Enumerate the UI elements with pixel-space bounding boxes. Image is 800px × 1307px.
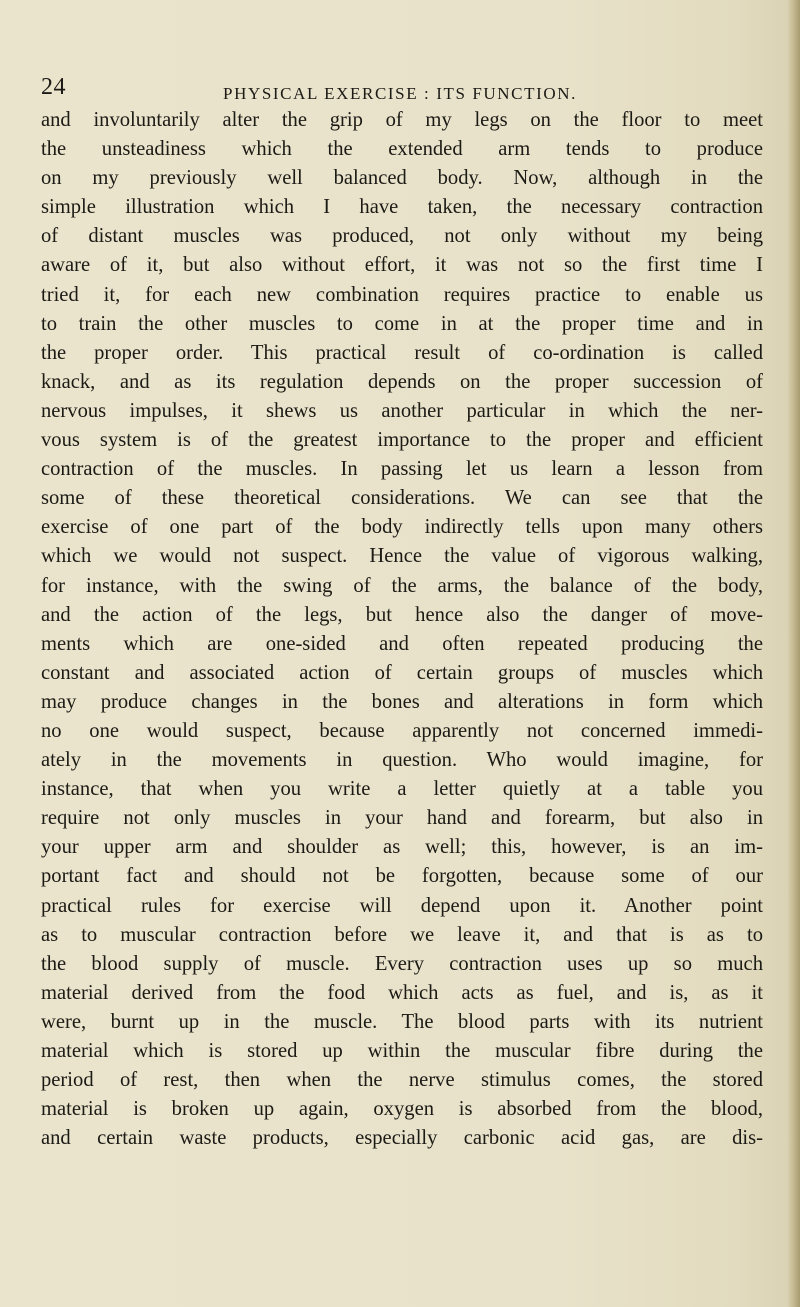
text-line: as to muscular contraction before we leave it, and that is as to [41,923,763,946]
text-line: for instance, with the swing of the arms, the balance of the body, [41,574,763,597]
text-line: ments which are one-sided and often repeated producing the [41,632,763,655]
text-line: period of rest, then when the nerve stimulus comes, the stored [41,1069,763,1092]
text-line: to train the other muscles to come in at the proper time and in [41,312,763,335]
body-text [41,106,763,1153]
text-line: may produce changes in the bones and alterations in form which [41,690,763,713]
text-line: aware of it, but also without effort, it was not so the first time I [41,254,763,277]
text-line: material which is stored up within the muscular fibre during the [41,1040,763,1062]
text-line: constant and associated action of certain groups of muscles which [41,661,763,684]
text-line: practical rules for exercise will depend upon it. Another point [41,894,763,917]
text-line: of distant muscles was produced, not only without my being [41,225,763,248]
text-line: require not only muscles in your hand and forearm, but also in [41,807,763,830]
text-line: the blood supply of muscle. Every contraction uses up so much [41,952,763,975]
text-line: material derived from the food which acts as fuel, and is, as it [41,981,763,1004]
text-line: instance, that when you write a letter quietly at a table you [41,778,763,801]
text-line: ately in the movements in question. Who would imagine, for [41,749,763,772]
text-line: no one would suspect, because apparently not concerned immedi- [41,719,763,742]
text-line: your upper arm and shoulder as well; this, however, is an im- [41,836,763,859]
text-line: and certain waste products, especially carbonic acid gas, are dis- [41,1127,763,1150]
text-line: and the action of the legs, but hence also the danger of move- [41,603,763,626]
text-line: which we would not suspect. Hence the value of vigorous walking, [41,545,763,568]
text-line: tried it, for each new combination requires practice to enable us [41,283,763,306]
text-line: the proper order. This practical result of co-ordination is called [41,341,763,364]
text-line: the unsteadiness which the extended arm tends to produce [41,138,763,161]
text-line: nervous impulses, it shews us another particular in which the ner- [41,399,763,422]
running-header-title: PHYSICAL EXERCISE : ITS FUNCTION. [223,84,577,103]
text-line: were, burnt up in the muscle. The blood parts with its nutrient [41,1010,763,1033]
text-line: portant fact and should not be forgotten, because some of our [41,865,763,888]
text-line: contraction of the muscles. In passing let us learn a lesson from [41,458,763,481]
page-edge-shadow [788,0,800,1307]
text-line: material is broken up again, oxygen is absorbed from the blood, [41,1098,763,1121]
text-line: on my previously well balanced body. Now, although in the [41,167,763,190]
text-line: and involuntarily alter the grip of my legs on the floor to meet [41,109,763,131]
text-line: simple illustration which I have taken, the necessary contraction [41,196,763,219]
text-line: vous system is of the greatest importance to the proper and efficient [41,429,763,452]
page-number: 24 [41,74,66,100]
text-line: exercise of one part of the body indirectly tells upon many others [41,516,763,539]
text-line: some of these theoretical considerations. We can see that the [41,487,763,510]
text-line: knack, and as its regulation depends on the proper succession of [41,370,763,393]
